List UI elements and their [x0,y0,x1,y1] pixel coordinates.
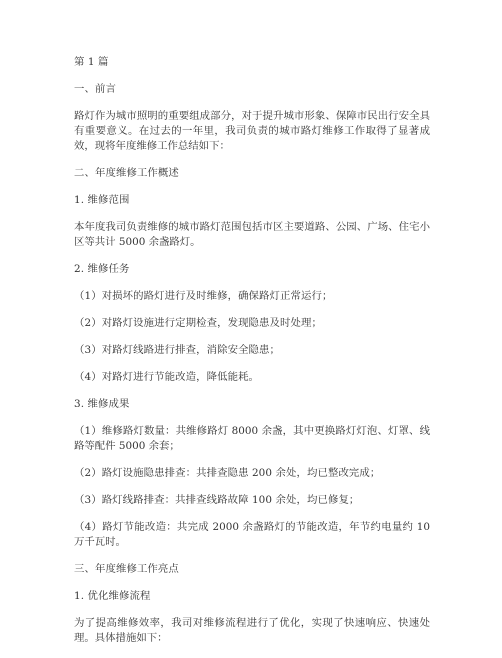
result-item: （3）路灯线路排查：共排查线路故障 100 余处，均已修复； [74,494,360,506]
task-item: （2）对路灯设施进行定期检查，发现隐患及时处理； [74,317,322,329]
result-item: （4）路灯节能改造：共完成 2000 余盏路灯的节能改造，年节约电量约 10 万千瓦时。 [74,521,430,548]
subheading-results: 3. 维修成果 [74,398,130,410]
section-heading-highlights: 三、年度维修工作亮点 [74,563,179,575]
section-heading-overview: 二、年度维修工作概述 [74,167,179,179]
task-item: （1）对损坏的路灯进行及时维修，确保路灯正常运行； [74,290,333,302]
preface-paragraph: 路灯作为城市照明的重要组成部分，对于提升城市形象、保障市民出行安全具有重要意义。在过去的一年里，我司负责的城市路灯维修工作取得了显著成效，现将年度维修工作总结如下： [74,110,430,152]
subheading-optimize-process: 1. 优化维修流程 [74,590,151,602]
result-item: （2）路灯设施隐患排查：共排查隐患 200 余处，均已整改完成； [74,467,381,479]
section-heading-preface: 一、前言 [74,83,116,95]
task-item: （4）对路灯进行节能改造，降低能耗。 [74,371,260,383]
subheading-scope: 1. 维修范围 [74,194,130,206]
subheading-tasks: 2. 维修任务 [74,263,130,275]
result-item: （1）维修路灯数量：共维修路灯 8000 余盏，其中更换路灯灯泡、灯罩、线路等配件 5000 余套； [74,425,430,452]
document-body [74,55,430,658]
part-title: 第 1 篇 [74,56,109,68]
optimize-process-paragraph: 为了提高维修效率，我司对维修流程进行了优化，实现了快速响应、快速处理。具体措施如下： [74,617,430,644]
scope-paragraph: 本年度我司负责维修的城市路灯范围包括市区主要道路、公园、广场、住宅小区等共计 5000 余盏路灯。 [74,221,430,248]
task-item: （3）对路灯线路进行排查，消除安全隐患； [74,344,281,356]
